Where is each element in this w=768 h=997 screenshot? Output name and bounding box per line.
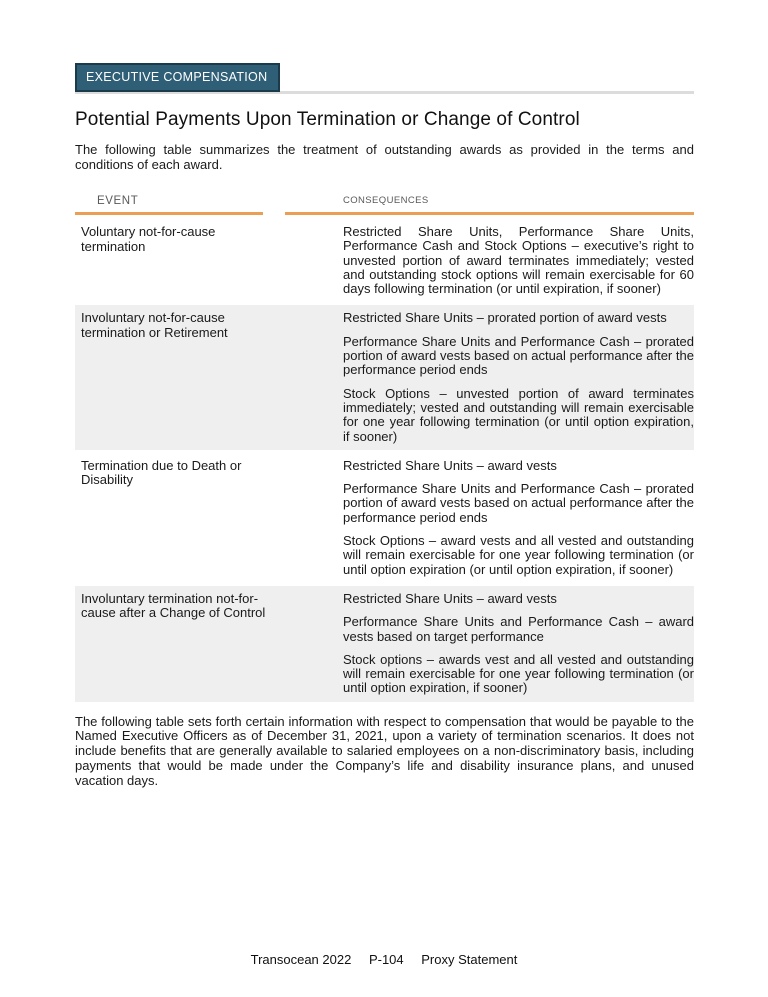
- consequences-cell: [285, 219, 694, 302]
- closing-paragraph: The following table sets forth certain information with respect to compensation that would be payable to the Named Executive Officers as of December 31, 2021, upon a variety of termination scenarios. It does not include benefits that are generally available to salaried employees on a non-discriminatory basis, including payments that would be made under the Company’s life and disability insurance plans, and unused vacation days.: [75, 713, 694, 788]
- table-body: [75, 219, 694, 702]
- footer-company: Transocean 2022: [250, 952, 352, 967]
- document-page: [75, 0, 694, 788]
- termination-table: [75, 195, 694, 702]
- section-label-badge: EXECUTIVE COMPENSATION: [75, 63, 280, 92]
- consequence-paragraph: Restricted Share Units – award vests: [343, 457, 557, 473]
- page-title: Potential Payments Upon Termination or Change of Control: [75, 109, 580, 130]
- consequence-paragraph: Performance Share Units and Performance Cash – prorated portion of award vests based on actual performance after the performance period ends: [343, 481, 694, 525]
- consequences-cell: [285, 305, 694, 449]
- event-cell: Involuntary not-for-cause termination or Retirement: [81, 310, 228, 340]
- table-header-row: [75, 195, 694, 215]
- consequence-paragraph: Restricted Share Units, Performance Share Units, Performance Cash and Stock Options – executive’s right to unvested portion of award terminates immediately; vested and outstanding stock options will remain exercisable for 60 days following termination (or until expiration, if sooner): [343, 224, 694, 297]
- consequence-paragraph: Stock Options – award vests and all vested and outstanding will remain exercisable for one year following termination (or until option expiration (or until option expiration, if sooner): [343, 533, 694, 577]
- consequence-paragraph: Restricted Share Units – prorated portion of award vests: [343, 310, 667, 326]
- event-cell: Involuntary termination not-for-cause after a Change of Control: [81, 590, 266, 621]
- consequence-paragraph: Stock options – awards vest and all vested and outstanding will remain exercisable for one year following termination (or until option expiration, if sooner): [343, 651, 694, 696]
- table-row: [75, 219, 694, 302]
- footer-document-name: Proxy Statement: [421, 952, 518, 967]
- consequence-paragraph: Performance Share Units and Performance Cash – prorated portion of award vests based on actual performance after the performance period ends: [343, 333, 694, 378]
- table-row: [75, 453, 694, 583]
- consequence-paragraph: Performance Share Units and Performance Cash – award vests based on target performance: [343, 614, 694, 644]
- intro-paragraph: The following table summarizes the treatment of outstanding awards as provided in the terms and conditions of each award.: [75, 142, 694, 172]
- consequences-cell: [285, 586, 694, 702]
- consequence-paragraph: Restricted Share Units – award vests: [343, 590, 557, 606]
- consequences-column-header: CONSEQUENCES: [285, 195, 694, 215]
- table-row: [75, 305, 694, 449]
- footer-page-number: P-104: [368, 952, 404, 967]
- event-cell: Termination due to Death or Disability: [81, 457, 242, 488]
- section-banner: [75, 63, 694, 94]
- consequences-cell: [285, 453, 694, 583]
- table-row: [75, 586, 694, 702]
- page-footer: [0, 952, 768, 967]
- event-column-header: EVENT: [75, 195, 263, 215]
- consequence-paragraph: Stock Options – unvested portion of award terminates immediately; vested and outstanding will remain exercisable for one year following termination (or until option expiration, if sooner): [343, 385, 694, 444]
- event-cell: Voluntary not-for-cause termination: [81, 224, 216, 254]
